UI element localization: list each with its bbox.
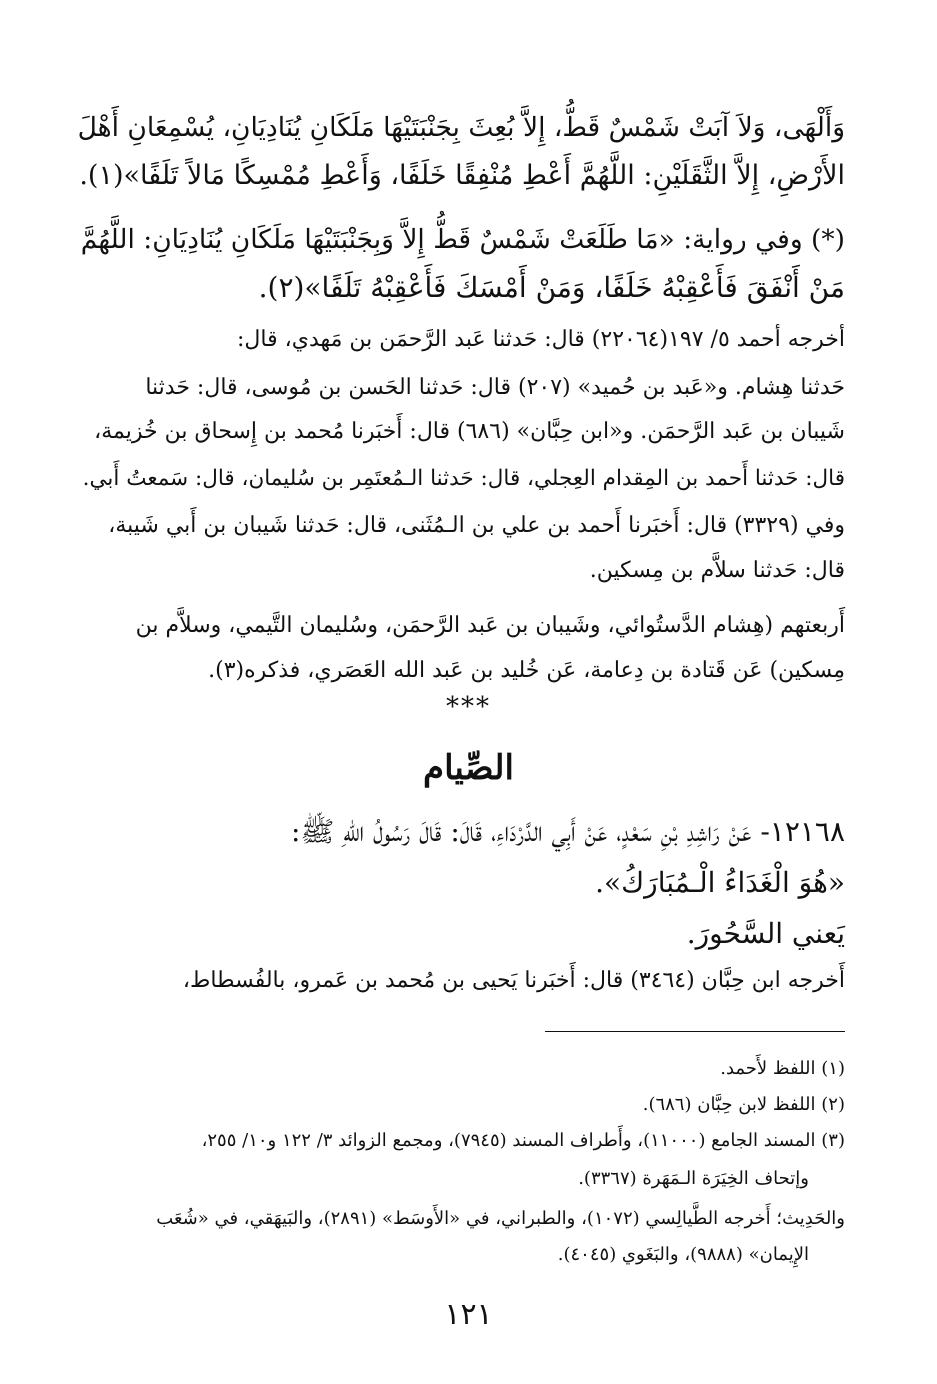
body-line-2: الأَرْضِ، إِلاَّ الثَّقَلَيْنِ: اللَّهُمَّ أَعْطِ مُنْفِقًا خَلَفًا، وَأَعْطِ مُمْسِكًا مَالاً تَلَفًا»(١). [79,160,845,191]
page-number: ١٢١ [444,1297,493,1332]
footnote-1: (١) اللفظ لأَحمد. [720,1058,845,1079]
body-line-6: حَدثنا هِشام. و«عَبد بن حُميد» (٢٠٧) قال: حَدثنا الحَسن بن مُوسى، قال: حَدثنا [145,375,845,400]
body-line-3: (*) وفي رواية: «مَا طَلَعَتْ شَمْسٌ قَطُّ إِلاَّ وَبِجَنْبَتَيْهَا مَلَكَانِ يُنَادِيَانِ: اللَّهُمَّ [80,224,845,255]
body-line-10: قال: حَدثنا سلاَّم بن مِسكين. [589,558,845,583]
body-line-9: وفي (٣٣٢٩) قال: أَخبَرنا أَحمد بن علي بن الـمُثَنى، قال: حَدثنا شَيبان بن أَبي شَيبة، [108,513,845,538]
footnote-4-continued: الإِيمان» (٩٨٨٨)، والبَغَوي (٤٠٤٥). [557,1244,809,1265]
footnote-4: والحَدِيث؛ أَخرجه الطَّيالِسي (١٠٧٢)، والطبراني، في «الأَوسَط» (٢٨٩١)، والبَيهَقي، في «شُعَب [156,1208,845,1229]
body-line-7: شَيبان بن عَبد الرَّحمَن. و«ابن حِبَّان» (٦٨٦) قال: أَخبَرنا مُحمد بن إِسحاق بن خُزيمة، [94,419,845,444]
footnote-divider [545,1031,845,1032]
section-separator: *** [446,692,491,722]
hadith-line-1: ١٢١٦٨- عَنْ رَاشِدِ بْنِ سَعْدٍ، عَنْ أَبِي الدَّرْدَاءِ، قَالَ: قَالَ رَسُولُ اللهِ ﷺ: [291,815,845,848]
hadith-line-3: يَعني السَّحُورَ. [686,917,845,950]
hadith-line-4: أَخرجه ابن حِبَّان (٣٤٦٤) قال: أَخبَرنا يَحيى بن مُحمد بن عَمرو، بالفُسطاط، [182,968,845,993]
footnote-3-continued: وإتحاف الخِيَرَة الـمَهَرة (٣٣٦٧). [578,1168,809,1189]
footnote-3: (٣) المسند الجامع (١١٠٠٠)، وأَطراف المسند (٧٩٤٥)، ومجمع الزوائد ٣/ ١٢٢ و١٠/ ٢٥٥، [201,1130,845,1151]
footnote-2: (٢) اللفظ لابن حِبَّان (٦٨٦). [642,1094,845,1115]
body-line-1: وَأَلْهَى، وَلاَ آبَتْ شَمْسٌ قَطُّ، إِلاَّ بُعِثَ بِجَنْبَتَيْهَا مَلَكَانِ يُنَادِيَانِ، يُسْمِعَانِ أَهْلَ [77,112,845,143]
body-line-4: مَنْ أَنْفَقَ فَأَعْقِبْهُ خَلَفًا، وَمَنْ أَمْسَكَ فَأَعْقِبْهُ تَلَفًا»(٢). [258,271,845,304]
body-line-8: قال: حَدثنا أَحمد بن المِقدام العِجلي، قال: حَدثنا الـمُعتَمِر بن سُليمان، قال: سَمعتُ أَبي. [82,466,845,491]
body-line-11: أَربعتهم (هِشام الدَّستُوائي، وشَيبان بن عَبد الرَّحمَن، وسُليمان التَّيمي، وسلاَّم بن [135,613,845,638]
section-title: الصِّيام [423,748,514,788]
body-line-12: مِسكين) عَن قَتادة بن دِعامة، عَن خُليد بن عَبد الله العَصَري، فذكره(٣). [208,658,845,683]
hadith-line-2: «هُوَ الْغَدَاءُ الْـمُبَارَكُ». [595,866,845,899]
body-line-5: أخرجه أحمد ٥/ ١٩٧(٢٢٠٦٤) قال: حَدثنا عَبد الرَّحمَن بن مَهدي، قال: [237,327,845,352]
